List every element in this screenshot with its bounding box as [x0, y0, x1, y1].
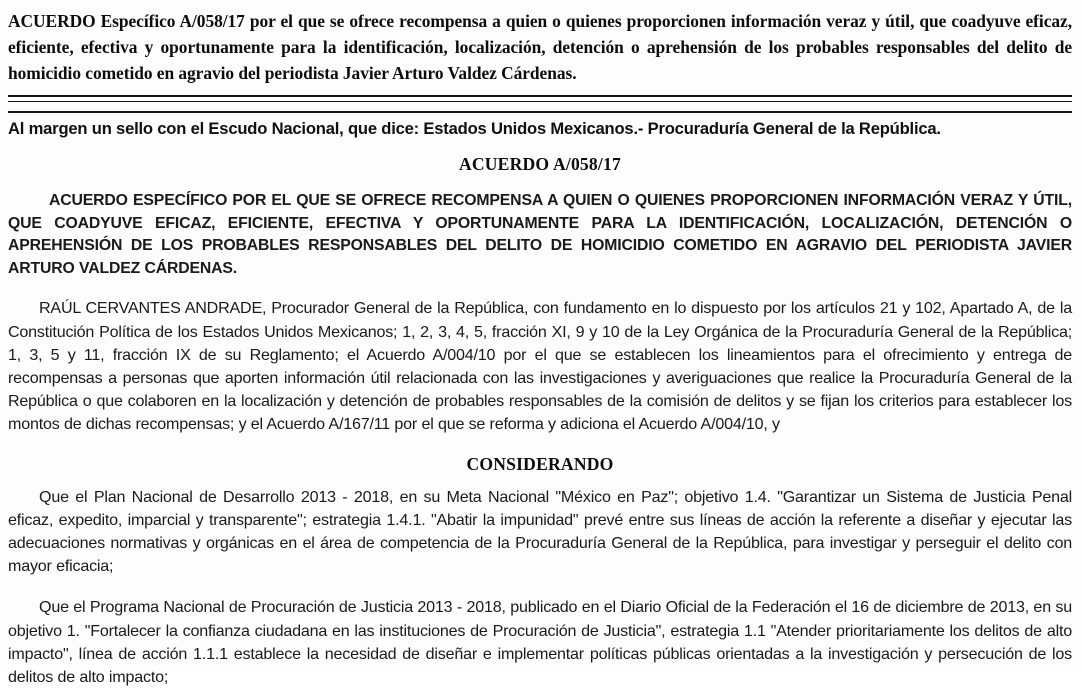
header-divider-group [8, 95, 1072, 113]
paragraph-acuerdo-title-caps: ACUERDO ESPECÍFICO POR EL QUE SE OFRECE RECOMPENSA A QUIEN O QUIENES PROPORCIONEN INFORMACIÓN VERAZ Y ÚTIL, QUE COADYUVE EFICAZ, EFICIENTE, EFECTIVA Y OPORTUNAMENTE PARA LA IDENTIFICACIÓN, LOCALIZACIÓN, DETENCIÓN O APREHENSIÓN DE LOS PROBABLES RESPONSABLES DEL DELITO DE HOMICIDIO COMETIDO EN AGRAVIO DEL PERIODISTA JAVIER ARTURO VALDEZ CÁRDENAS. [8, 192, 1072, 277]
heading-considerando: CONSIDERANDO [466, 453, 614, 474]
paragraph-considerando-programa-nacional: Que el Programa Nacional de Procuración de Justicia 2013 - 2018, publicado en el Diario Oficial de la Federación el 16 de diciembre de 2013, en su objetivo 1. "Fortalecer la confianza ciudadana en las instituciones de Procuración de Justicia", estrategia 1.1 "Atender prioritariamente los delitos de alto impacto", línea de acción 1.1.1 establece la necesidad de diseñar e implementar políticas públicas orientadas a la investigación y persecución de los delitos de alto impacto; [8, 598, 1072, 687]
seal-description-line: Al margen un sello con el Escudo Nacional, que dice: Estados Unidos Mexicanos.- Procuraduría General de la República. [8, 119, 941, 138]
paragraph-considerando-plan-nacional: Que el Plan Nacional de Desarrollo 2013 - 2018, en su Meta Nacional "México en Paz"; objetivo 1.4. "Garantizar un Sistema de Justicia Penal eficaz, expedito, imparcial y transparente"; estrategia 1.4.1. "Abatir la impunidad" prevé entre sus líneas de acción la referente a diseñar y ejecutar las adecuaciones normativas y orgánicas en el área de competencia de la Procuraduría General de la República, para investigar y perseguir el delito con mayor eficacia; [8, 487, 1072, 576]
paragraph-legal-basis: RAÚL CERVANTES ANDRADE, Procurador General de la República, con fundamento en lo dispuesto por los artículos 21 y 102, Apartado A, de la Constitución Política de los Estados Unidos Mexicanos; 1, 2, 3, 4, 5, fracción XI, 9 y 10 de la Ley Orgánica de la Procuraduría General de la República; 1, 3, 5 y 11, fracción IX de su Reglamento; el Acuerdo A/004/10 por el que se establecen los lineamientos para el ofrecimiento y entrega de recompensas a personas que aporten información útil relacionada con las investigaciones y averiguaciones que realice la Procuraduría General de la República o que colaboren en la localización y detención de probables responsables de la comisión de delitos y se fijan los criterios para establecer los montos de dichas recompensas; y el Acuerdo A/167/11 por el que se reforma y adiciona el Acuerdo A/004/10, y [8, 299, 1072, 434]
divider-rule-gap [8, 102, 1072, 111]
document-masthead-summary: ACUERDO Específico A/058/17 por el que se ofrece recompensa a quien o quienes proporcionen información veraz y útil, que coadyuve eficaz, eficiente, efectiva y oportunamente para la identificación, localización, detención o aprehensión de los probables responsables del delito de homicidio cometido en agravio del periodista Javier Arturo Valdez Cárdenas. [8, 11, 1072, 83]
heading-acuerdo-number: ACUERDO A/058/17 [458, 154, 622, 174]
divider-rule-thick [8, 95, 1072, 102]
